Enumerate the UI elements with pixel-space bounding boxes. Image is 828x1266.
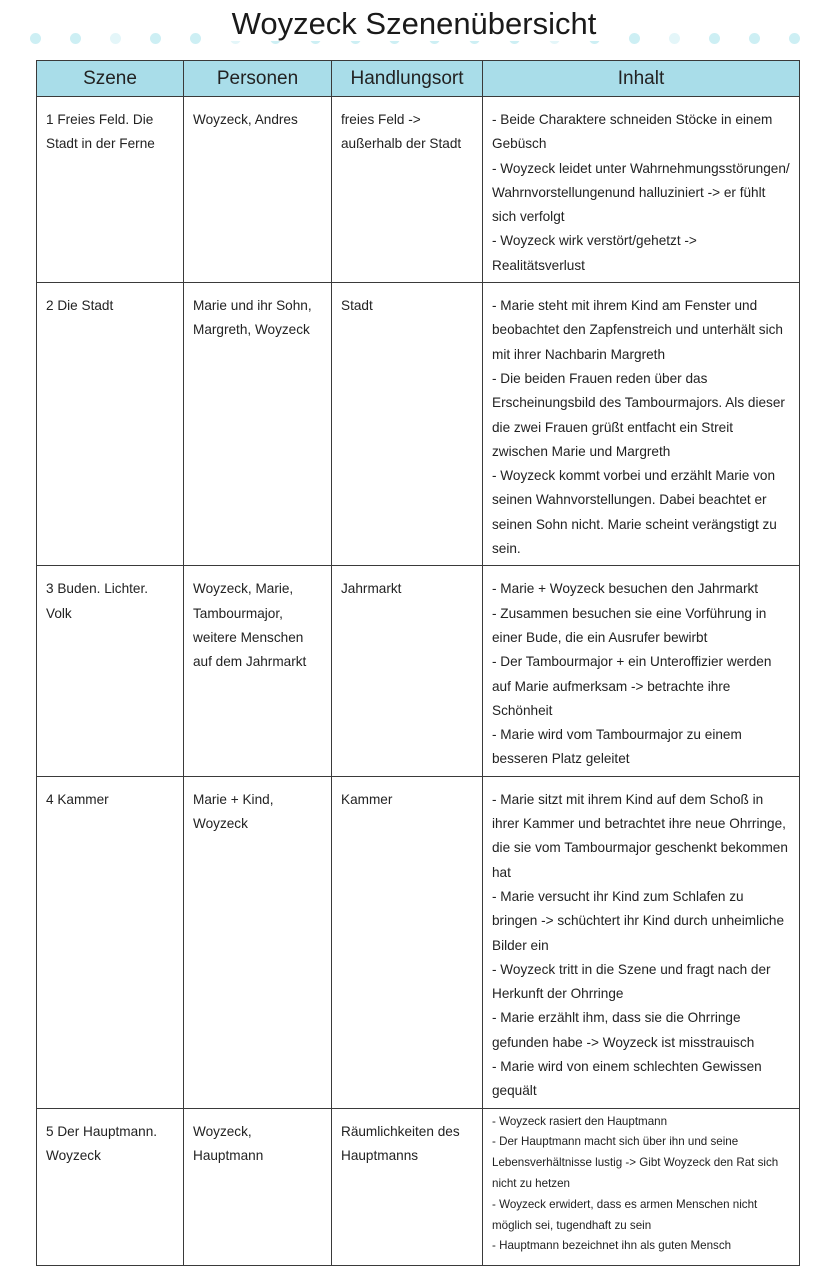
table-row <box>37 283 800 566</box>
page-title: Woyzeck Szenenübersicht <box>220 6 609 41</box>
table-header-row <box>37 61 800 97</box>
page-title-wrap <box>0 6 828 42</box>
inhalt-line: - Woyzeck kommt vorbei und erzählt Marie von seinen Wahnvorstellungen. Dabei beachtet er seinen Sohn nicht. Marie scheint verängstigt zu sein. <box>492 468 777 557</box>
inhalt-line: - Zusammen besuchen sie eine Vorführung in einer Bude, die ein Ausrufer bewirbt <box>492 605 767 645</box>
cell-ort: Kammer <box>332 776 483 1108</box>
header-personen: Personen <box>184 61 332 97</box>
table-row <box>37 1108 800 1265</box>
inhalt-line: - Woyzeck tritt in die Szene und fragt nach der Herkunft der Ohrringe <box>492 961 771 1002</box>
cell-szene: 1 Freies Feld. Die Stadt in der Ferne <box>37 97 184 283</box>
inhalt-line: - Marie versucht ihr Kind zum Schlafen zu bringen -> schüchtert ihr Kind durch unheimliche Bilder ein <box>492 888 785 953</box>
cell-personen: Woyzeck, Hauptmann <box>184 1108 332 1265</box>
cell-inhalt <box>483 566 800 776</box>
inhalt-line: - Der Hauptmann macht sich über ihn und seine Lebensverhältnisse lustig -> Gibt Woyzeck den Rat sich nicht zu hetzen <box>492 1135 779 1190</box>
cell-inhalt <box>483 283 800 566</box>
inhalt-line: - Woyzeck rasiert den Hauptmann <box>492 1114 668 1128</box>
cell-ort: Räumlichkeiten des Hauptmanns <box>332 1108 483 1265</box>
cell-szene: 2 Die Stadt <box>37 283 184 566</box>
inhalt-line: - Der Tambourmajor + ein Unteroffizier werden auf Marie aufmerksam -> betrachte ihre Schönheit <box>492 654 772 718</box>
inhalt-line: - Marie wird von einem schlechten Gewissen gequält <box>492 1058 762 1099</box>
inhalt-line: - Marie + Woyzeck besuchen den Jahrmarkt <box>492 581 759 597</box>
title-area <box>0 0 828 58</box>
inhalt-line: - Marie wird vom Tambourmajor zu einem besseren Platz geleitet <box>492 727 742 767</box>
cell-inhalt <box>483 1108 800 1265</box>
cell-ort: Jahrmarkt <box>332 566 483 776</box>
cell-szene: 5 Der Hauptmann. Woyzeck <box>37 1108 184 1265</box>
header-inhalt: Inhalt <box>483 61 800 97</box>
cell-ort: Stadt <box>332 283 483 566</box>
cell-personen: Woyzeck, Andres <box>184 97 332 283</box>
cell-personen: Marie und ihr Sohn, Margreth, Woyzeck <box>184 283 332 566</box>
inhalt-line: - Die beiden Frauen reden über das Erscheinungsbild des Tambourmajors. Als dieser die zwei Frauen grüßt entfacht ein Streit zwischen Marie und Margreth <box>492 370 785 459</box>
header-szene: Szene <box>37 61 184 97</box>
cell-inhalt <box>483 776 800 1108</box>
inhalt-line: - Marie steht mit ihrem Kind am Fenster und beobachtet den Zapfenstreich und unterhält sich mit ihrer Nachbarin Margreth <box>492 298 783 362</box>
inhalt-line: - Marie erzählt ihm, dass sie die Ohrringe gefunden habe -> Woyzeck ist misstrauisch <box>492 1010 755 1050</box>
table-row <box>37 97 800 283</box>
inhalt-line: - Hauptmann bezeichnet ihn als guten Mensch <box>492 1239 732 1253</box>
cell-personen: Marie + Kind, Woyzeck <box>184 776 332 1108</box>
table-row <box>37 776 800 1108</box>
inhalt-line: - Woyzeck erwidert, dass es armen Menschen nicht möglich sei, tugendhaft zu sein <box>492 1197 758 1232</box>
cell-personen: Woyzeck, Marie, Tambourmajor, weitere Menschen auf dem Jahrmarkt <box>184 566 332 776</box>
cell-inhalt <box>483 97 800 283</box>
header-handlungsort: Handlungsort <box>332 61 483 97</box>
inhalt-line: - Beide Charaktere schneiden Stöcke in einem Gebüsch <box>492 112 773 152</box>
cell-ort: freies Feld -> außerhalb der Stadt <box>332 97 483 283</box>
scene-table <box>36 60 800 1266</box>
cell-szene: 4 Kammer <box>37 776 184 1108</box>
inhalt-line: - Woyzeck wirk verstört/gehetzt -> Realitätsverlust <box>492 233 697 273</box>
inhalt-line: - Woyzeck leidet unter Wahrnehmungsstörungen/ Wahrnvorstellungenund halluziniert -> er fühlt sich verfolgt <box>492 160 790 225</box>
table-row <box>37 566 800 776</box>
cell-szene: 3 Buden. Lichter. Volk <box>37 566 184 776</box>
inhalt-line: - Marie sitzt mit ihrem Kind auf dem Schoß in ihrer Kammer und betrachtet ihre neue Ohrringe, die sie vom Tambourmajor geschenkt bekommen hat <box>492 791 788 880</box>
